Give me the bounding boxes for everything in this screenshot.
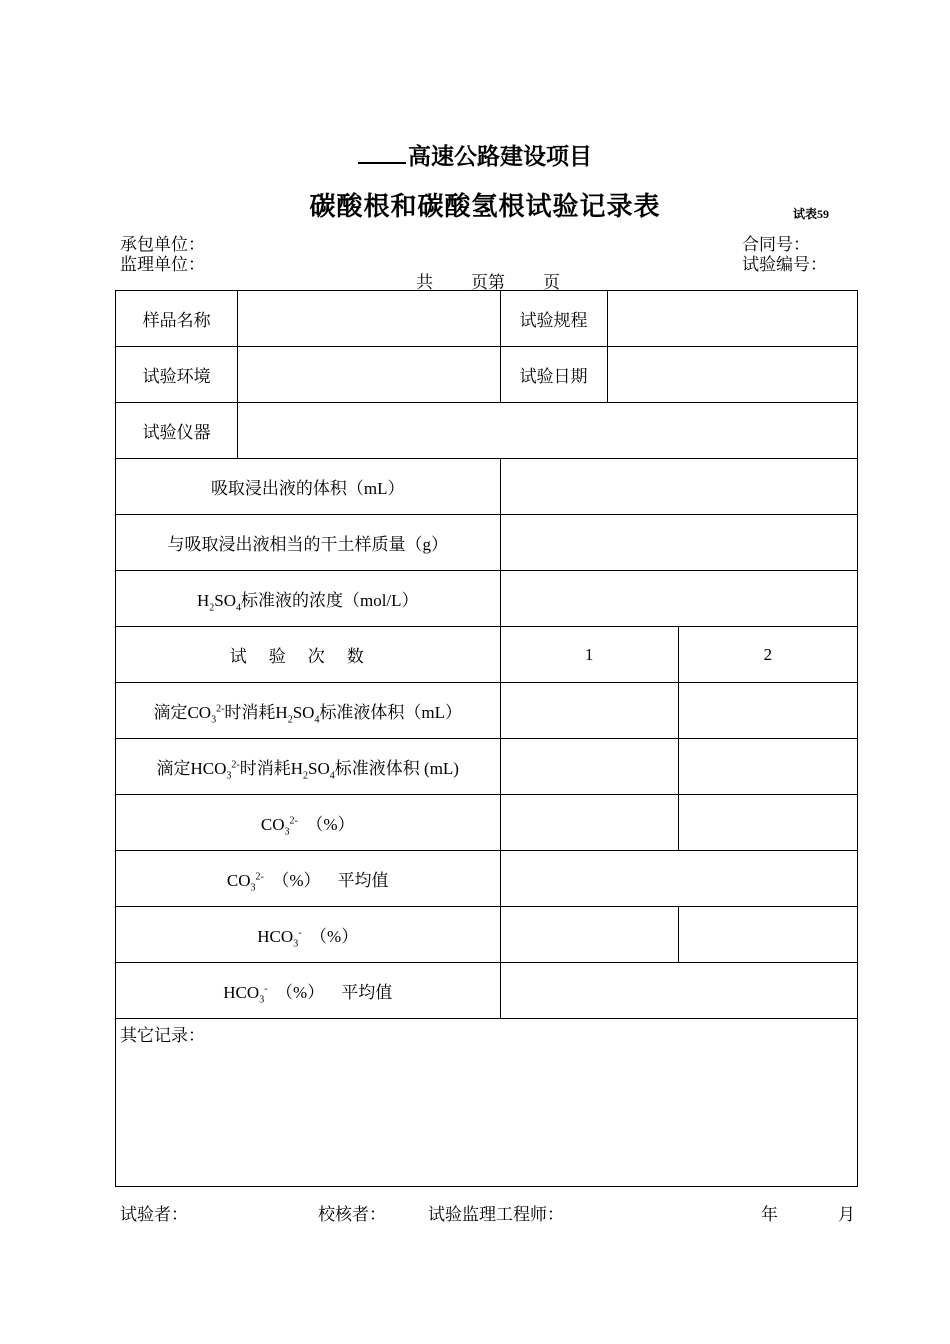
hco3-titration-trial-2[interactable] xyxy=(678,739,857,795)
table-row xyxy=(116,515,858,571)
hco3-titration-label: 滴定$HCO_3^{2-}$时消耗$H_2SO_4$标准液体积 (mL) xyxy=(116,739,501,795)
co3-titration-trial-2[interactable] xyxy=(678,683,857,739)
table-row xyxy=(116,347,858,403)
table-row xyxy=(116,571,858,627)
sample-name-label: 样品名称 xyxy=(116,291,238,347)
table-row xyxy=(116,739,858,795)
table-row xyxy=(116,291,858,347)
hco3-avg-label: $HCO_3^-$ （%） 平均值 xyxy=(116,963,501,1019)
page-total-label: 共 xyxy=(416,273,433,292)
test-no-label: 试验编号： xyxy=(742,255,827,274)
table-row xyxy=(116,907,858,963)
dry-soil-mass-value[interactable] xyxy=(500,515,858,571)
page-mid-label: 页第 xyxy=(471,273,505,292)
contractor-label: 承包单位： xyxy=(120,235,205,254)
table-row xyxy=(116,459,858,515)
project-title-text: 高速公路建设项目 xyxy=(408,144,592,170)
contract-no-label: 合同号： xyxy=(742,235,810,254)
page-end-label: 页 xyxy=(543,273,560,292)
table-row xyxy=(116,627,858,683)
instrument-label: 试验仪器 xyxy=(116,403,238,459)
form-number: 试表59 xyxy=(793,207,830,221)
h2so4-conc-value[interactable] xyxy=(500,571,858,627)
environment-label: 试验环境 xyxy=(116,347,238,403)
co3-titration-trial-1[interactable] xyxy=(500,683,678,739)
table-row xyxy=(116,851,858,907)
test-date-value[interactable] xyxy=(607,347,857,403)
engineer-label: 试验监理工程师： xyxy=(428,1205,564,1224)
checker-label: 校核者： xyxy=(318,1205,386,1224)
co3-avg-label: $CO_3^{2-}$ （%） 平均值 xyxy=(116,851,501,907)
test-date-label: 试验日期 xyxy=(500,347,607,403)
other-records[interactable] xyxy=(116,1019,858,1187)
sample-name-value[interactable] xyxy=(238,291,500,347)
extract-volume-value[interactable] xyxy=(500,459,858,515)
environment-value[interactable] xyxy=(238,347,500,403)
project-title xyxy=(0,138,950,171)
hco3-pct-trial-1[interactable] xyxy=(500,907,678,963)
table-row xyxy=(116,1019,858,1187)
table-row xyxy=(116,963,858,1019)
table-row xyxy=(116,683,858,739)
project-name-blank xyxy=(358,138,406,164)
co3-pct-trial-1[interactable] xyxy=(500,795,678,851)
instrument-value[interactable] xyxy=(238,403,858,459)
table-row xyxy=(116,403,858,459)
table-row xyxy=(116,795,858,851)
year-label: 年 xyxy=(761,1205,778,1224)
co3-avg-value[interactable] xyxy=(500,851,858,907)
hco3-pct-trial-2[interactable] xyxy=(678,907,857,963)
trial-2-header: 2 xyxy=(678,627,857,683)
record-table xyxy=(115,290,858,1187)
hco3-avg-value[interactable] xyxy=(500,963,858,1019)
trial-1-header: 1 xyxy=(500,627,678,683)
co3-pct-trial-2[interactable] xyxy=(678,795,857,851)
form-title: 碳酸根和碳酸氢根试验记录表 xyxy=(309,192,661,222)
supervisor-label: 监理单位： xyxy=(120,255,205,274)
tester-label: 试验者： xyxy=(120,1205,188,1224)
co3-pct-label: $CO_3^{2-}$ （%） xyxy=(116,795,501,851)
h2so4-conc-label: $H_2SO_4$标准液的浓度（mol/L） xyxy=(116,571,501,627)
test-standard-value[interactable] xyxy=(607,291,857,347)
extract-volume-label: 吸取浸出液的体积（mL） xyxy=(116,459,501,515)
co3-titration-label: 滴定$CO_3^{2-}$时消耗$H_2SO_4$标准液体积（mL） xyxy=(116,683,501,739)
hco3-pct-label: $HCO_3^-$ （%） xyxy=(116,907,501,963)
trial-count-label: 试验次数 xyxy=(116,627,501,683)
other-records-label: 其它记录： xyxy=(120,1026,205,1045)
month-label: 月 xyxy=(838,1205,855,1224)
test-standard-label: 试验规程 xyxy=(500,291,607,347)
dry-soil-mass-label: 与吸取浸出液相当的干土样质量（g） xyxy=(116,515,501,571)
hco3-titration-trial-1[interactable] xyxy=(500,739,678,795)
